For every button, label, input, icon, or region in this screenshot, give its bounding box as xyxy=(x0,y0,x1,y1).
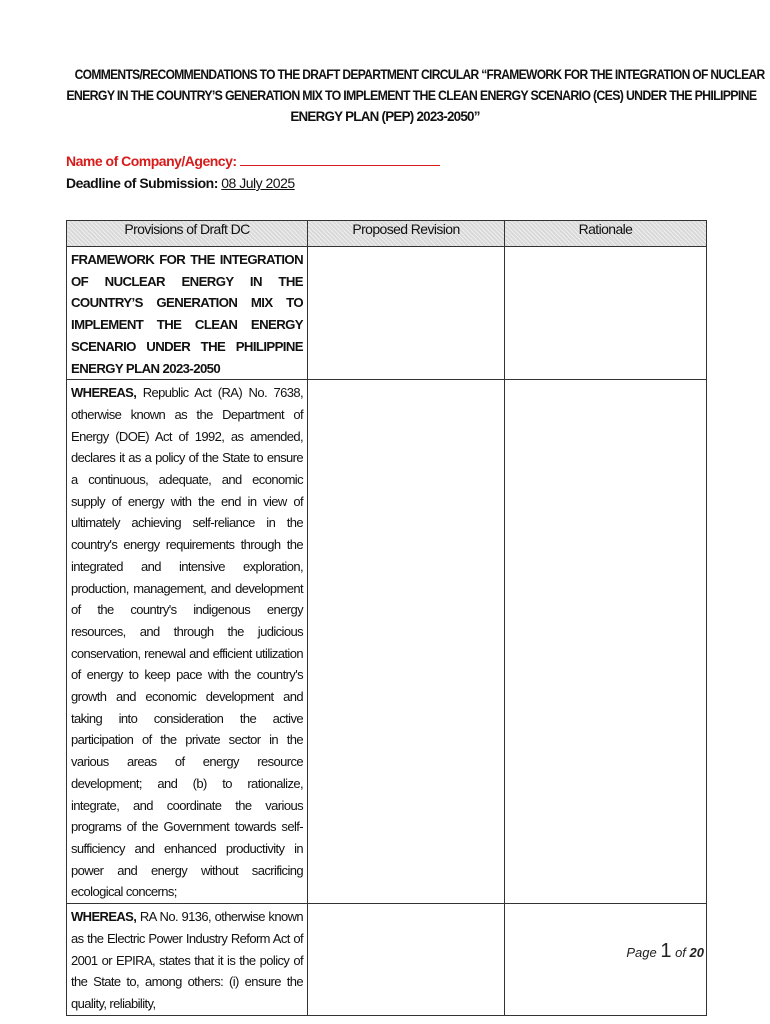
header-proposed-revision: Proposed Revision xyxy=(308,221,505,247)
of-label: of xyxy=(675,945,686,960)
deadline-label: Deadline of Submission: xyxy=(66,175,218,191)
title-line-1: COMMENTS/RECOMMENDATIONS TO THE DRAFT DEPARTMENT CIRCULAR “FRAMEWORK FOR THE INTEGRATION OF NUCLEAR xyxy=(74,67,765,82)
provision-cell xyxy=(67,247,308,380)
provision-body: RA No. 9136, otherwise known as the Electric Power Industry Reform Act of 2001 or EPIRA, states that it is the policy of the State to, among others: (i) ensure the quality, reliability, xyxy=(71,909,303,1011)
provision-cell xyxy=(67,380,308,904)
rationale-cell[interactable] xyxy=(505,380,707,904)
page-number: 1 xyxy=(660,940,672,962)
provision-body: Republic Act (RA) No. 7638, otherwise known as the Department of Energy (DOE) Act of 1992, as amended, declares it as a policy of the State to ensure a continuous, adequate, and economic supply of energy with the end in view of ultimately achieving self-reliance in the country's energy requirements through the integrated and intensive exploration, production, management, and development of the country's indigenous energy resources, and through the judicious conservation, renewal and efficient utilization of energy to keep pace with the country's growth and economic development and taking into consideration the active participation of the private sector in the various areas of energy resource development; and (b) to rationalize, integrate, and coordinate the various programs of the Government towards self-sufficiency and enhanced productivity in power and energy without sacrificing ecological concerns; xyxy=(71,385,303,900)
provision-cell xyxy=(67,904,308,1016)
whereas-label: WHEREAS, xyxy=(71,385,137,401)
whereas-label: WHEREAS, xyxy=(71,909,137,925)
proposed-revision-cell[interactable] xyxy=(308,247,505,380)
document-title xyxy=(40,64,765,127)
company-blank-line[interactable] xyxy=(240,153,440,166)
page-label: Page xyxy=(626,945,657,960)
provision-text xyxy=(67,904,307,1015)
table-header-row xyxy=(67,221,707,247)
header-provisions: Provisions of Draft DC xyxy=(67,221,308,247)
provision-text xyxy=(67,380,307,903)
company-label: Name of Company/Agency: xyxy=(66,153,237,169)
table-row xyxy=(67,380,707,904)
title-line-2: ENERGY IN THE COUNTRY’S GENERATION MIX TO IMPLEMENT THE CLEAN ENERGY SCENARIO (CES) UNDER THE PHILIPPINE xyxy=(66,88,757,103)
proposed-revision-cell[interactable] xyxy=(308,904,505,1016)
table-row xyxy=(67,247,707,380)
deadline-value: 08 July 2025 xyxy=(221,175,295,191)
deadline-line xyxy=(66,175,295,191)
company-field xyxy=(66,153,440,169)
comments-table xyxy=(66,220,707,1016)
page-total: 20 xyxy=(689,945,704,960)
header-rationale: Rationale xyxy=(505,221,707,247)
rationale-cell[interactable] xyxy=(505,247,707,380)
provision-heading: FRAMEWORK FOR THE INTEGRATION OF NUCLEAR ENERGY IN THE COUNTRY’S GENERATION MIX TO IMPLEMENT THE CLEAN ENERGY SCENARIO UNDER THE PHILIPPINE ENERGY PLAN 2023-2050 xyxy=(71,252,303,376)
proposed-revision-cell[interactable] xyxy=(308,380,505,904)
title-line-3: ENERGY PLAN (PEP) 2023-2050” xyxy=(290,109,480,124)
page-footer xyxy=(626,940,704,963)
table-row xyxy=(67,904,707,1016)
